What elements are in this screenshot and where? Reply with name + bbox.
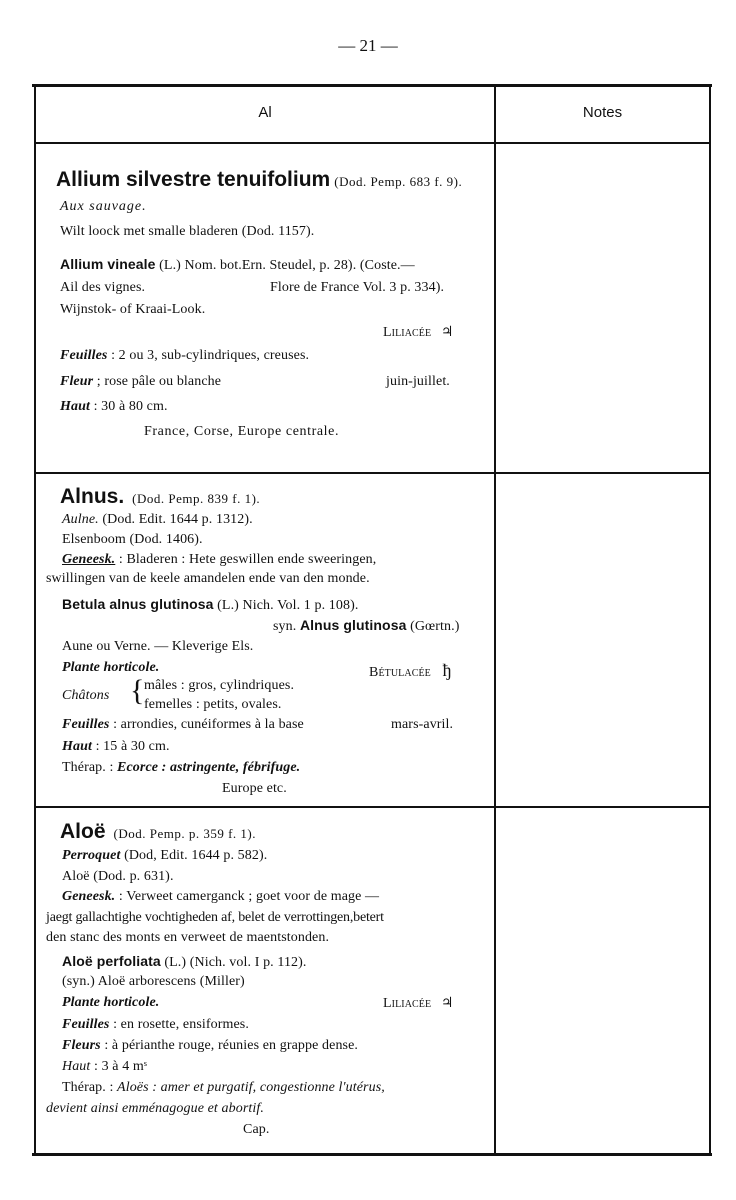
alnus-elsenboom: Elsenboom (Dod. 1406). <box>62 532 203 547</box>
aloe-perroquet <box>62 848 267 864</box>
alnus-haut <box>62 739 170 755</box>
allium-ref: (Dod. Pemp. 683 f. 9). <box>334 174 463 189</box>
header-title: Al <box>258 104 272 121</box>
alnus-genus-name: Alnus. <box>60 485 125 508</box>
alnus-haut-text: : 15 à 30 cm. <box>95 739 170 754</box>
allium-dutch-name: Wilt loock met smalle bladeren (Dod. 1157). <box>60 224 315 239</box>
allium-flore-ref: Flore de France Vol. 3 p. 334). <box>270 280 445 295</box>
alnus-aulne-ref: (Dod. Edit. 1644 p. 1312). <box>102 512 253 527</box>
aloe-fleurs <box>62 1038 358 1054</box>
aloe-fleurs-text: : à périanthe rouge, réunies en grappe dense. <box>104 1038 359 1053</box>
alnus-synonym-2-ref: (Gœrtn.) <box>410 619 460 634</box>
allium-distribution: France, Corse, Europe centrale. <box>144 424 340 439</box>
alnus-geneesk-text-1: : Bladeren : Hete geswillen ende sweeringen, <box>118 552 377 567</box>
alnus-chatons-1: mâles : gros, cylindriques. <box>144 678 295 693</box>
aloe-horticole: Plante horticole. <box>62 995 160 1010</box>
allium-family <box>383 324 454 341</box>
alnus-geneesk-1 <box>62 552 376 568</box>
alnus-family-symbol: ђ <box>442 660 452 680</box>
allium-french-name: Aux sauvage. <box>60 199 147 214</box>
alnus-synonym-1-name: Betula alnus glutinosa <box>62 596 214 612</box>
aloe-distribution: Cap. <box>243 1122 270 1137</box>
aloe-genus-name: Aloë <box>60 820 106 843</box>
allium-fleur-label: Fleur <box>60 374 94 389</box>
allium-wijnstok: Wijnstok- of Kraai-Look. <box>60 302 206 317</box>
aloe-geneesk-text-1: : Verweet camerganck ; goet voor de mage — <box>118 889 380 904</box>
alnus-family <box>369 660 451 681</box>
aloe-synonym-2: (syn.) Aloë arborescens (Miller) <box>62 974 245 989</box>
allium-feuilles-text: : 2 ou 3, sub-cylindriques, creuses. <box>111 348 310 363</box>
bottom-border <box>32 1153 712 1156</box>
page-number: — 21 — <box>338 36 398 55</box>
alnus-synonym-1-ref: (L.) Nich. Vol. 1 p. 108). <box>217 598 359 613</box>
aloe-haut-text: : 3 à 4 mˢ <box>94 1059 147 1074</box>
alnus-distribution: Europe etc. <box>222 781 287 796</box>
alnus-chatons-2: femelles : petits, ovales. <box>144 697 282 712</box>
aloe-feuilles-label: Feuilles <box>62 1017 110 1032</box>
alnus-ref: (Dod. Pemp. 839 f. 1). <box>132 491 261 506</box>
alnus-heading <box>60 485 260 509</box>
left-border <box>34 84 36 1155</box>
alnus-horticole: Plante horticole. <box>62 660 160 675</box>
allium-heading <box>56 168 462 192</box>
aloe-synonym-ref: (L.) (Nich. vol. I p. 112). <box>164 955 307 970</box>
allium-haut-label: Haut <box>60 399 90 414</box>
aloe-therap-label: Thérap. : <box>62 1080 114 1095</box>
aloe-family-symbol: ♃ <box>440 996 454 1011</box>
allium-fleur-text: ; rose pâle ou blanche <box>96 374 222 389</box>
aloe-family <box>383 995 454 1012</box>
allium-family-symbol: ♃ <box>440 325 454 340</box>
alnus-feuilles-period: mars-avril. <box>391 717 454 732</box>
alnus-synonym-2 <box>273 617 459 635</box>
allium-vignes: Ail des vignes. <box>60 280 146 295</box>
alnus-aune: Aune ou Verne. — Kleverige Els. <box>62 639 254 654</box>
top-border <box>32 84 712 87</box>
alnus-feuilles-label: Feuilles <box>62 717 110 732</box>
right-border <box>709 84 711 1155</box>
allium-genus-name: Allium silvestre tenuifolium <box>56 168 331 191</box>
allium-fleur-period: juin-juillet. <box>386 374 450 389</box>
allium-fleur <box>60 374 221 390</box>
alnus-synonym-1 <box>62 596 358 614</box>
alnus-chatons-brace: { <box>130 674 145 707</box>
aloe-perroquet-name: Perroquet <box>62 848 121 863</box>
alnus-family-name: Bétulacée <box>369 665 431 680</box>
alnus-chatons-label: Châtons <box>62 688 110 703</box>
aloe-geneesk-1 <box>62 889 379 905</box>
entry-divider-2 <box>36 806 709 808</box>
alnus-therap-text: Ecorce : astringente, fébrifuge. <box>117 760 301 775</box>
allium-haut <box>60 399 168 415</box>
aloe-therap-2: devient ainsi emménagogue et abortif. <box>46 1101 264 1116</box>
aloe-therap-text-1: Aloës : amer et purgatif, congestionne l'utérus, <box>117 1080 385 1095</box>
aloe-fleurs-label: Fleurs <box>62 1038 101 1053</box>
alnus-therap-label: Thérap. : <box>62 760 114 775</box>
entry-divider-1 <box>36 472 709 474</box>
notes-title: Notes <box>582 104 623 121</box>
aloe-perroquet-ref: (Dod, Edit. 1644 p. 582). <box>124 848 268 863</box>
aloe-geneesk-3: den stanc des monts en verweet de maentstonden. <box>46 930 330 945</box>
aloe-therap-1 <box>62 1080 385 1096</box>
column-divider <box>494 87 496 1153</box>
alnus-aulne <box>62 512 253 528</box>
alnus-therap <box>62 760 300 776</box>
alnus-synonym-2-name: Alnus glutinosa <box>299 617 407 633</box>
alnus-feuilles-text: : arrondies, cunéiformes à la base <box>113 717 304 732</box>
aloe-geneesk-label: Geneesk. <box>62 889 116 904</box>
alnus-feuilles <box>62 717 304 733</box>
aloe-feuilles <box>62 1017 249 1033</box>
header-divider <box>36 142 709 144</box>
aloe-heading <box>60 820 256 844</box>
aloe-haut-label: Haut <box>62 1059 91 1074</box>
aloe-synonym-name: Aloë perfoliata <box>62 953 161 969</box>
allium-feuilles-label: Feuilles <box>60 348 108 363</box>
allium-synonym-ref: (L.) Nom. bot.Ern. Steudel, p. 28). (Coste.— <box>159 258 415 273</box>
alnus-aulne-name: Aulne. <box>62 512 99 527</box>
allium-haut-text: : 30 à 80 cm. <box>93 399 168 414</box>
allium-synonym-name: Allium vineale <box>60 256 156 272</box>
aloe-feuilles-text: : en rosette, ensiformes. <box>113 1017 249 1032</box>
aloe-dod: Aloë (Dod. p. 631). <box>62 869 174 884</box>
alnus-geneesk-label: Geneesk. <box>62 552 116 567</box>
aloe-haut <box>62 1059 147 1075</box>
alnus-haut-label: Haut <box>62 739 92 754</box>
allium-feuilles <box>60 348 309 364</box>
allium-family-name: Liliacée <box>383 325 432 340</box>
aloe-ref: (Dod. Pemp. p. 359 f. 1). <box>113 826 257 841</box>
alnus-synonym-2-prefix: syn. <box>273 619 297 634</box>
aloe-synonym <box>62 953 307 971</box>
allium-synonym <box>60 256 415 274</box>
aloe-family-name: Liliacée <box>383 996 432 1011</box>
aloe-geneesk-2: jaegt gallachtighe vochtigheden af, belet de verrottingen,betert <box>46 910 384 925</box>
alnus-geneesk-2: swillingen van de keele amandelen ende van den monde. <box>46 571 370 586</box>
